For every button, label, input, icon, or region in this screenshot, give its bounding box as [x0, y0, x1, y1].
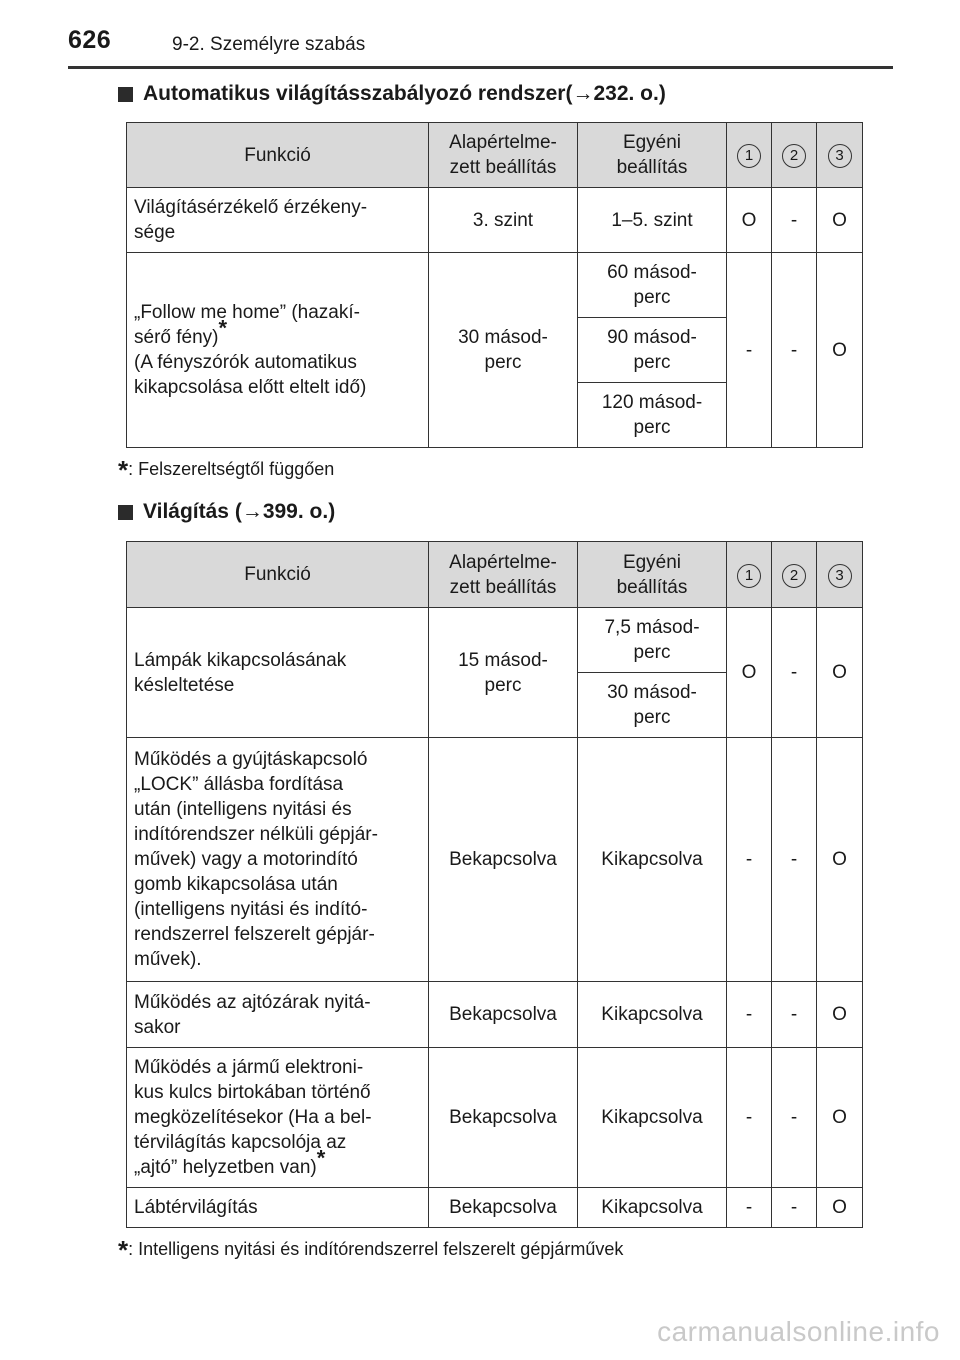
- table-row: [127, 738, 863, 982]
- default-cell: Bekapcsolva: [429, 738, 578, 982]
- custom-cell: 1–5. szint: [578, 188, 727, 253]
- column-header-default: Alapértelme- zett beállítás: [429, 542, 578, 608]
- footnote-asterisk: *: [118, 1235, 129, 1265]
- square-bullet-icon: [118, 87, 133, 102]
- arrow-right-icon: →: [241, 500, 263, 523]
- footnote-marker: *: [218, 315, 228, 341]
- column-header-function: Funkció: [127, 542, 429, 608]
- column-header-3: [817, 542, 863, 608]
- circled-3-icon: 3: [828, 144, 852, 168]
- function-cell: Lábtérvilágítás: [127, 1188, 429, 1228]
- custom-cell: Kikapcsolva: [578, 738, 727, 982]
- mark-2-cell: -: [772, 738, 817, 982]
- mark-3-cell: O: [817, 253, 863, 448]
- mark-2-cell: -: [772, 188, 817, 253]
- default-cell: 3. szint: [429, 188, 578, 253]
- table-row: [127, 1188, 863, 1228]
- function-text: „Follow me home” (hazakí- sérő fény): [134, 302, 360, 348]
- footnote-text: : Intelligens nyitási és indítórendszerrel felszerelt gépjárművek: [128, 1239, 624, 1259]
- mark-1-cell: O: [727, 188, 772, 253]
- mark-1-cell: -: [727, 1048, 772, 1188]
- custom-cell: 30 másod- perc: [578, 673, 727, 738]
- default-cell: Bekapcsolva: [429, 982, 578, 1048]
- mark-3-cell: O: [817, 188, 863, 253]
- circled-1-icon: 1: [737, 564, 761, 588]
- column-header-1: [727, 542, 772, 608]
- column-header-custom: Egyéni beállítás: [578, 123, 727, 188]
- footnote-text: : Felszereltségtől függően: [128, 459, 335, 479]
- mark-2-cell: -: [772, 982, 817, 1048]
- column-header-2: [772, 123, 817, 188]
- custom-cell: 7,5 másod- perc: [578, 608, 727, 673]
- chapter-title: 9-2. Személyre szabás: [172, 34, 366, 55]
- custom-cell: Kikapcsolva: [578, 982, 727, 1048]
- table-row: [127, 188, 863, 253]
- table-row: [127, 253, 863, 318]
- arrow-right-icon: →: [572, 82, 594, 105]
- column-header-function: Funkció: [127, 123, 429, 188]
- mark-2-cell: -: [772, 1048, 817, 1188]
- footnote-asterisk: *: [118, 455, 129, 485]
- custom-cell: 90 másod- perc: [578, 318, 727, 383]
- column-header-3: [817, 123, 863, 188]
- mark-1-cell: O: [727, 608, 772, 738]
- table-row: [127, 1048, 863, 1188]
- lighting-table: [126, 541, 863, 1228]
- section-title: Automatikus világításszabályozó rendszer(: [143, 82, 573, 105]
- table-header-row: [127, 542, 863, 608]
- table-row: [127, 982, 863, 1048]
- table-header-row: [127, 123, 863, 188]
- mark-3-cell: O: [817, 1188, 863, 1228]
- column-header-default: Alapértelme- zett beállítás: [429, 123, 578, 188]
- section-ref: 399. o.): [262, 500, 336, 523]
- circled-2-icon: 2: [782, 144, 806, 168]
- header-rule: [68, 66, 893, 69]
- circled-1-icon: 1: [737, 144, 761, 168]
- table-row: [127, 608, 863, 673]
- automatic-lighting-table: [126, 122, 863, 448]
- default-cell: 30 másod- perc: [429, 253, 578, 448]
- mark-3-cell: O: [817, 738, 863, 982]
- section-title: Világítás (: [143, 500, 242, 523]
- square-bullet-icon: [118, 505, 133, 520]
- footnote-2: [118, 1235, 623, 1266]
- footnote-marker: *: [316, 1145, 326, 1171]
- custom-cell: 120 másod- perc: [578, 383, 727, 448]
- watermark: carmanualsonline.info: [657, 1316, 940, 1347]
- column-header-2: [772, 542, 817, 608]
- function-cell: [127, 253, 429, 448]
- mark-2-cell: -: [772, 608, 817, 738]
- default-cell: Bekapcsolva: [429, 1188, 578, 1228]
- default-cell: Bekapcsolva: [429, 1048, 578, 1188]
- function-cell: Világításérzékelő érzékeny- sége: [127, 188, 429, 253]
- section-heading-lighting: [118, 500, 335, 524]
- function-text: Működés a jármű elektroni- kus kulcs birtokában történő megközelítésekor (Ha a bel- térvilágítás kapcsolója az „ajtó” helyzetben van): [134, 1057, 372, 1178]
- column-header-1: [727, 123, 772, 188]
- mark-1-cell: -: [727, 982, 772, 1048]
- function-cell: Működés a gyújtáskapcsoló „LOCK” állásba fordítása után (intelligens nyitási és indítórendszer nélküli gépjár- művek) vagy a motorindító gomb kikapcsolása után (intelligens nyitási és indító- rendszerrel felszerelt gépjár- művek).: [127, 738, 429, 982]
- function-cell: Lámpák kikapcsolásának késleltetése: [127, 608, 429, 738]
- mark-1-cell: -: [727, 253, 772, 448]
- mark-3-cell: O: [817, 982, 863, 1048]
- custom-cell: Kikapcsolva: [578, 1048, 727, 1188]
- function-cell: Működés az ajtózárak nyitá- sakor: [127, 982, 429, 1048]
- page-number: 626: [68, 26, 112, 54]
- page-header: [0, 0, 960, 72]
- section-ref: 232. o.): [593, 82, 666, 105]
- mark-2-cell: -: [772, 1188, 817, 1228]
- function-note: (A fényszórók automatikus kikapcsolása előtt eltelt idő): [134, 352, 367, 398]
- mark-2-cell: -: [772, 253, 817, 448]
- footnote-1: [118, 455, 334, 486]
- function-cell: [127, 1048, 429, 1188]
- custom-cell: Kikapcsolva: [578, 1188, 727, 1228]
- circled-2-icon: 2: [782, 564, 806, 588]
- default-cell: 15 másod- perc: [429, 608, 578, 738]
- mark-1-cell: -: [727, 1188, 772, 1228]
- circled-3-icon: 3: [828, 564, 852, 588]
- custom-cell: 60 másod- perc: [578, 253, 727, 318]
- mark-1-cell: -: [727, 738, 772, 982]
- mark-3-cell: O: [817, 1048, 863, 1188]
- mark-3-cell: O: [817, 608, 863, 738]
- column-header-custom: Egyéni beállítás: [578, 542, 727, 608]
- section-heading-automatic-lighting: [118, 82, 666, 106]
